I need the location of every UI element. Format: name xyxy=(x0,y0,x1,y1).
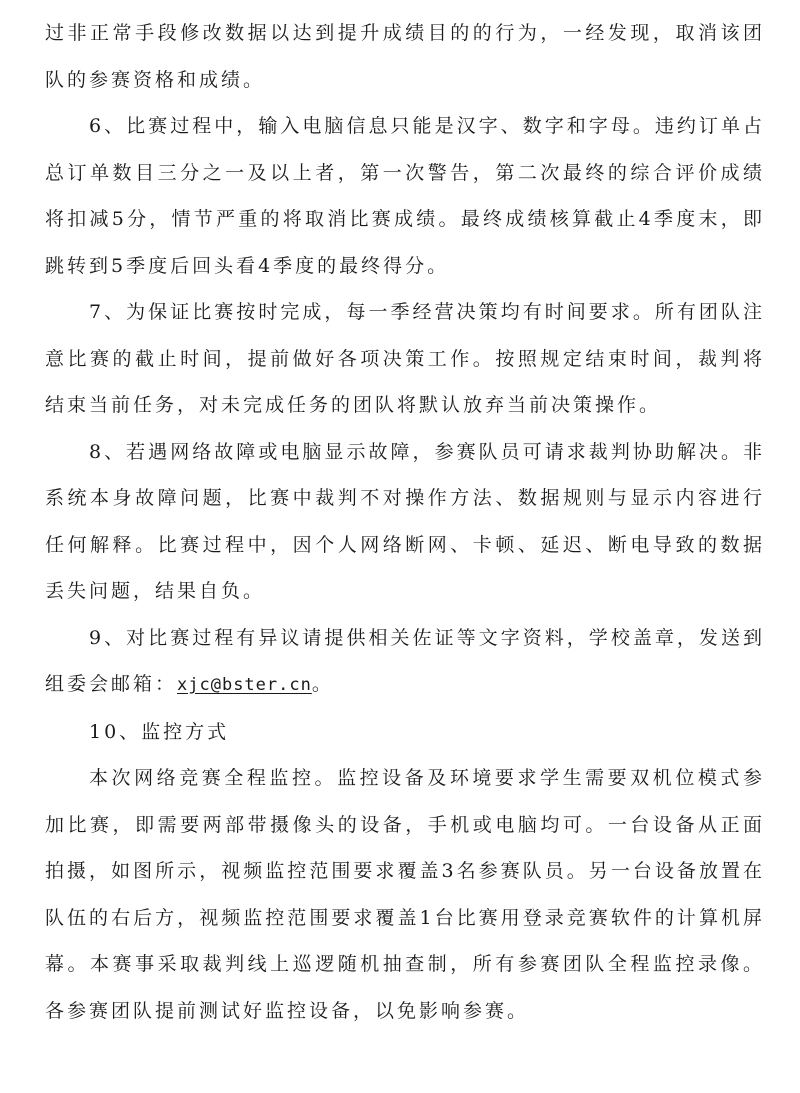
paragraph-rule-8: 8、若遇网络故障或电脑显示故障，参赛队员可请求裁判协助解决。非系统本身故障问题，比赛中裁判不对操作方法、数据规则与显示内容进行任何解释。比赛过程中，因个人网络断网、卡顿、延迟、断电导致的数据丢失问题，结果自负。 xyxy=(45,440,765,602)
paragraph-rule-9 xyxy=(45,615,765,709)
paragraph-rule-7: 7、为保证比赛按时完成，每一季经营决策均有时间要求。所有团队注意比赛的截止时间，提前做好各项决策工作。按照规定结束时间，裁判将结束当前任务，对未完成任务的团队将默认放弃当前决策操作。 xyxy=(45,301,765,416)
document-page xyxy=(45,10,765,1034)
paragraph-rule-5-continued: 过非正常手段修改数据以达到提升成绩目的的行为，一经发现，取消该团队的参赛资格和成绩。 xyxy=(45,22,765,91)
rule-9-suffix: 。 xyxy=(311,673,334,695)
paragraph-rule-6: 6、比赛过程中，输入电脑信息只能是汉字、数字和字母。违约订单占总订单数目三分之一及以上者，第一次警告，第二次最终的综合评价成绩将扣减5分，情节严重的将取消比赛成绩。最终成绩核算截止4季度末，即跳转到5季度后回头看4季度的最终得分。 xyxy=(45,115,765,277)
paragraph-monitoring-body: 本次网络竞赛全程监控。监控设备及环境要求学生需要双机位模式参加比赛，即需要两部带摄像头的设备，手机或电脑均可。一台设备从正面拍摄，如图所示，视频监控范围要求覆盖3名参赛队员。另一台设备放置在队伍的右后方，视频监控范围要求覆盖1台比赛用登录竞赛软件的计算机屏幕。本赛事采取裁判线上巡逻随机抽查制，所有参赛团队全程监控录像。各参赛团队提前测试好监控设备，以免影响参赛。 xyxy=(45,767,765,1022)
rule-9-text: 9、对比赛过程有异议请提供相关佐证等文字资料，学校盖章，发送到组委会邮箱： xyxy=(45,626,765,695)
section-heading-monitoring: 10、监控方式 xyxy=(89,720,230,743)
contact-email-link[interactable]: xjc@bster.cn xyxy=(177,675,312,695)
